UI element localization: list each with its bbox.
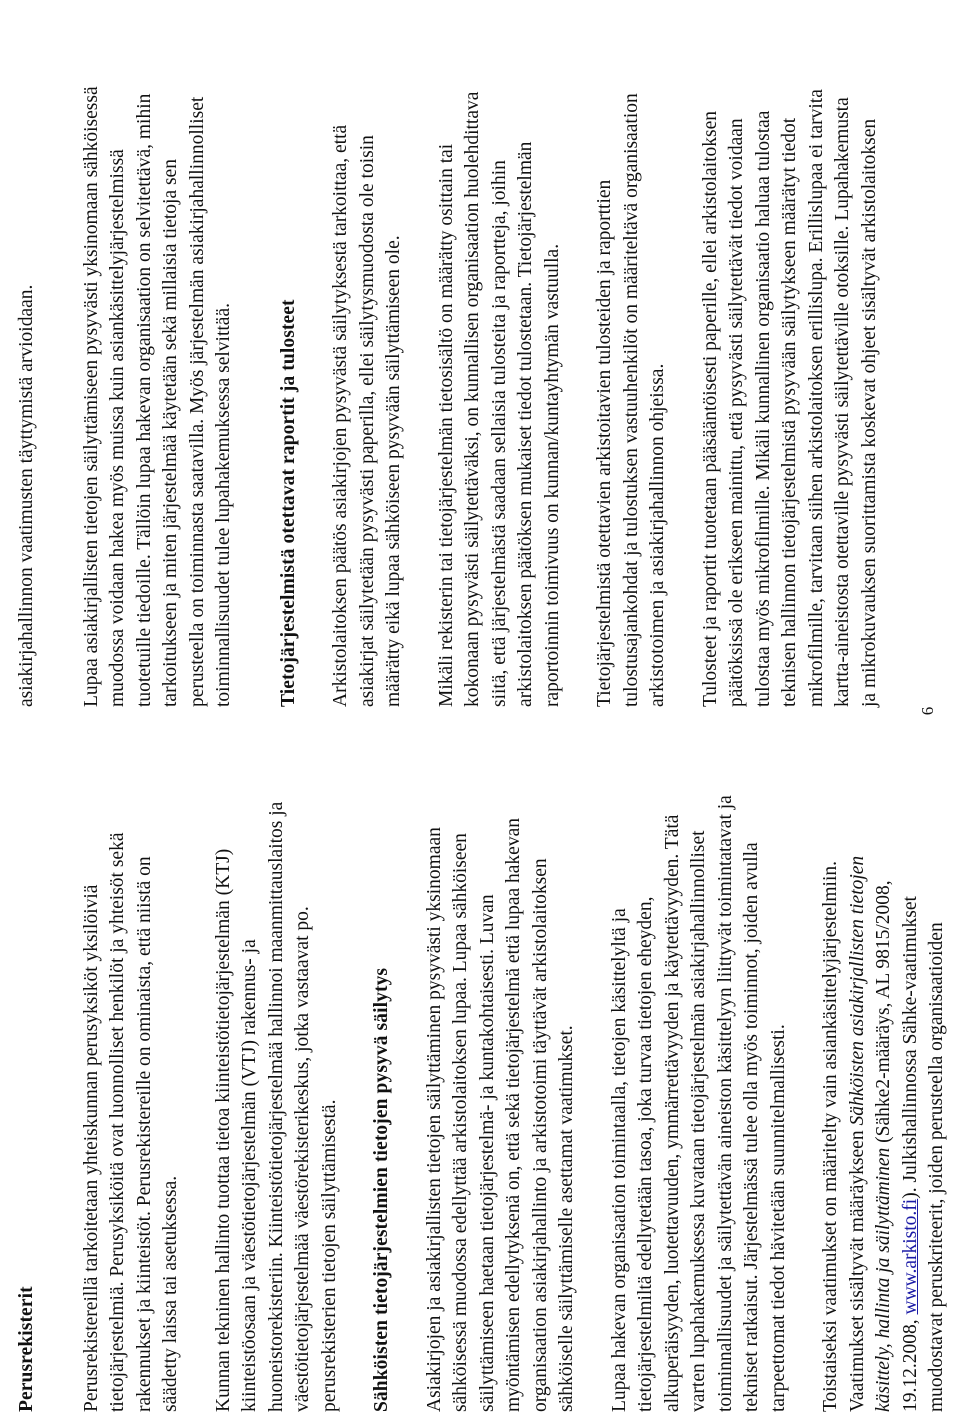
paragraph-muut-jarjestelmat [79, 52, 238, 707]
paragraph-vaatimukset [818, 757, 951, 1412]
text-line: asiakirjahallinnon vaatimusten täyttymistä arvioidaan. [16, 284, 37, 707]
text-line: Mikäli rekisterin tai tietojärjestelmän tietosisältö on määrätty osittain tai [435, 143, 457, 707]
paragraph-lupaa-hakeva [607, 757, 793, 1412]
text-line: tarkoitukseen ja miten järjestelmää käytetään sekä millaisia tietoja sen [160, 159, 181, 707]
text-line: säädetty laissa tai asetuksessa. [160, 1175, 181, 1412]
text-line: Tietojärjestelmistä otettavien arkistoitavien tulosteiden ja raporttien [594, 179, 615, 707]
text-line: arkistotoimen ja asiakirjahallinnon ohjeissa. [647, 363, 668, 707]
text-line: siitä, että järjestelmästä saadaan sellaisia tulosteita ja raportteja, joihin [488, 160, 510, 707]
text-line: varten lupahakemuksessa kuvataan tietojärjestelmän asiakirjahallinnolliset [688, 830, 709, 1412]
text-fragment: 19.12.2008, [899, 1314, 921, 1412]
heading-perusrekisterit: Perusrekisterit [16, 1286, 37, 1412]
text-line: tietojärjestelmiä. Perusyksiköitä ovat luonnolliset henkilöt ja yhteisöt sekä [107, 832, 128, 1412]
text-line [871, 757, 898, 1412]
text-line: toiminnallisuudet tulee lupahakemuksessa selvittää. [213, 303, 234, 707]
text-line: Perusrekistereillä tarkoitetaan yhteiskunnan perusyksiköt yksilöiviä [80, 884, 102, 1412]
text-line: tietojärjestelmiltä edellytetään tasoa, joka turvaa tietojen eheyden, [635, 896, 656, 1412]
text-line: arkistolaitoksen päätöksen mukaiset tiedot tulostetaan. Tietojärjestelmän [515, 141, 536, 707]
text-line: Toistaiseksi vaatimukset on määritelty vain asiankäsittelyjärjestelmiin. [820, 861, 841, 1412]
text-line: rakennukset ja kiinteistöt. Perusrekistereille on ominaista, että niistä on [133, 856, 155, 1412]
text-line: tarpeettomat tiedot hävitetään suunnitelmallisesti. [767, 1024, 789, 1412]
text-line: teknisen hallinnon tietojärjestelmistä pysyvään säilytykseen määrätyt tiedot [779, 117, 800, 707]
regulation-title-italic: käsittely, hallinta ja säilyttäminen [873, 1147, 894, 1412]
text-line: muodostavat peruskriteerit, joiden perusteella organisaatioiden [926, 922, 947, 1412]
heading-raportit-tulosteet: Tietojärjestelmistä otettavat raportit ja tulosteet [277, 299, 299, 707]
text-line [898, 757, 925, 1412]
text-line: sähköiselle säilyttämiselle asettamat vaatimukset. [556, 1025, 577, 1412]
text-line: tulostusajankohdat ja tulostuksen vastuuhenkilöt on määriteltävä organisaation [620, 93, 642, 707]
text-line: sähköisessä muodossa edellyttää arkistolaitoksen lupaa. Lupaa sähköiseen [450, 833, 471, 1412]
text-fragment: ). Julkishallinnossa Sähke-vaatimukset [899, 896, 921, 1199]
page-number: 6 [918, 706, 937, 716]
paragraph-tekninen-hallinto [211, 757, 344, 1412]
text-line: kartta-aineistosta otettaville pysyvästi säilytettäville otoksille. Lupahakemusta [832, 97, 853, 707]
text-line: muodossa voidaan hakea myös muissa kuin asiankäsittelyjärjestelmissä [107, 149, 128, 707]
text-line: Lupaa hakevan organisaation toimintaalla, tietojen käsittelyltä ja [608, 908, 630, 1412]
text-line: Tulosteet ja raportit tuotetaan pääsääntöisesti paperille, ellei arkistolaitoksen [699, 110, 721, 707]
text-line: tulostaa myös mikrofilmille. Mikäli kunnallinen organisaatio haluaa tulostaa [752, 110, 774, 707]
text-line: organisaation asiakirjahallinto ja arkistotoimi täyttävät arkistolaitoksen [529, 858, 551, 1412]
paragraph-tulostusajankohdat [592, 52, 672, 707]
text-line: määrätty eikä lupaa sähköiseen pysyvään säilyttämiseen ole. [383, 235, 404, 707]
text-line: alkuperäisyyden, luotettavuuden, ymmärrettävyyden ja käytettävyyden. Tätä [661, 814, 683, 1412]
text-line: tekniset ratkaisut. Järjestelmässä tulee olla myös toiminnot, joiden avulla [741, 842, 762, 1412]
text-line: kokonaan pysyvästi säilytettäväksi, on kunnallisen organisaation huolehdittava [462, 91, 483, 707]
text-line: ja mikrokuvauksen suorittamista koskevat ohjeet sisältyvät arkistolaitoksen [858, 118, 880, 707]
text-fragment: (Sähke2-määräys, AL 9815/2008, [873, 880, 894, 1148]
left-column [14, 757, 951, 1412]
paragraph-mikrofilmi [698, 52, 884, 707]
text-line: tuotetuille tiedoille. Tällöin lupaa hakevan organisaation on selvitettävä, mihin [133, 93, 155, 707]
text-line: väestötietojärjestelmää väestörekisterikeskus, jotka vastaavat po. [292, 906, 313, 1412]
text-line: säilyttämiseen haetaan tietojärjestelmä- ja kuntakohtaisesti. Luvan [476, 894, 498, 1412]
paragraph-perusrekisterit-intro [79, 757, 185, 1412]
text-line: Kunnan tekninen hallinto tuottaa tietoa kiinteistötietojärjestelmän (KTJ) [212, 848, 234, 1412]
text-fragment: Vaatimukset sisältyvät määräykseen [846, 1125, 868, 1412]
heading-sahkoinen-sailytys: Sähköisten tietojärjestelmien tietojen pysyvä säilytys [371, 967, 392, 1412]
paragraph-lupa-edellytys [422, 757, 581, 1412]
text-line: raportoinnin toimivuus on kunnan/kuntayhtymän vastuulla. [541, 243, 563, 707]
regulation-title-italic: Sähköisten asiakirjallisten tietojen [846, 855, 868, 1126]
text-line: Arkistolaitoksen päätös asiakirjojen pysyvästä säilytyksestä tarkoittaa, että [330, 124, 351, 707]
right-column [14, 52, 883, 707]
text-line: asiakirjat säilytetään pysyvästi paperilla, ellei säilytysmuodosta ole toisin [356, 135, 378, 707]
paragraph-continuation [14, 52, 41, 707]
text-line: päätöksissä ole erikseen mainittu, että pysyvästi säilytettävät tiedot voidaan [726, 118, 747, 707]
text-line: kiinteistöosaan ja väestötietojärjestelmän (VTJ) rakennus- ja [239, 939, 260, 1412]
paragraph-arkistolaitoksen-paatos [328, 52, 408, 707]
text-line: mikrofilmille, tarvitaan siihen arkistolaitoksen erillislupa. Erillislupaa ei tarvita [805, 89, 827, 707]
text-line: toiminnallisuudet ja säilytettävän aineiston käsittelyyn liittyvät toimintatavat ja [714, 795, 736, 1412]
paragraph-rekisterin-tietosisalto [434, 52, 567, 707]
text-line: huoneistorekisteriin. Kiinteistötietojärjestelmää hallinnoi maanmittauslaitos ja [265, 801, 287, 1412]
text-line: perusteella on toiminnasta saatavilla. Myös järjestelmän asiakirjahallinnolliset [186, 96, 208, 707]
text-line: perusrekisterien tietojen säilyttämisestä. [318, 1099, 340, 1412]
text-line: Asiakirjojen ja asiakirjallisten tietojen säilyttäminen pysyvästi yksinomaan [423, 827, 445, 1412]
arkisto-link[interactable]: www.arkisto.fi [899, 1198, 921, 1315]
text-line: Lupaa asiakirjallisten tietojen säilyttämiseen pysyvästi yksinomaan sähköisessä [80, 86, 102, 707]
text-line: myöntämisen edellytyksenä on, että sekä tietojärjestelmä että lupaa hakevan [503, 818, 524, 1412]
text-line [845, 757, 872, 1412]
